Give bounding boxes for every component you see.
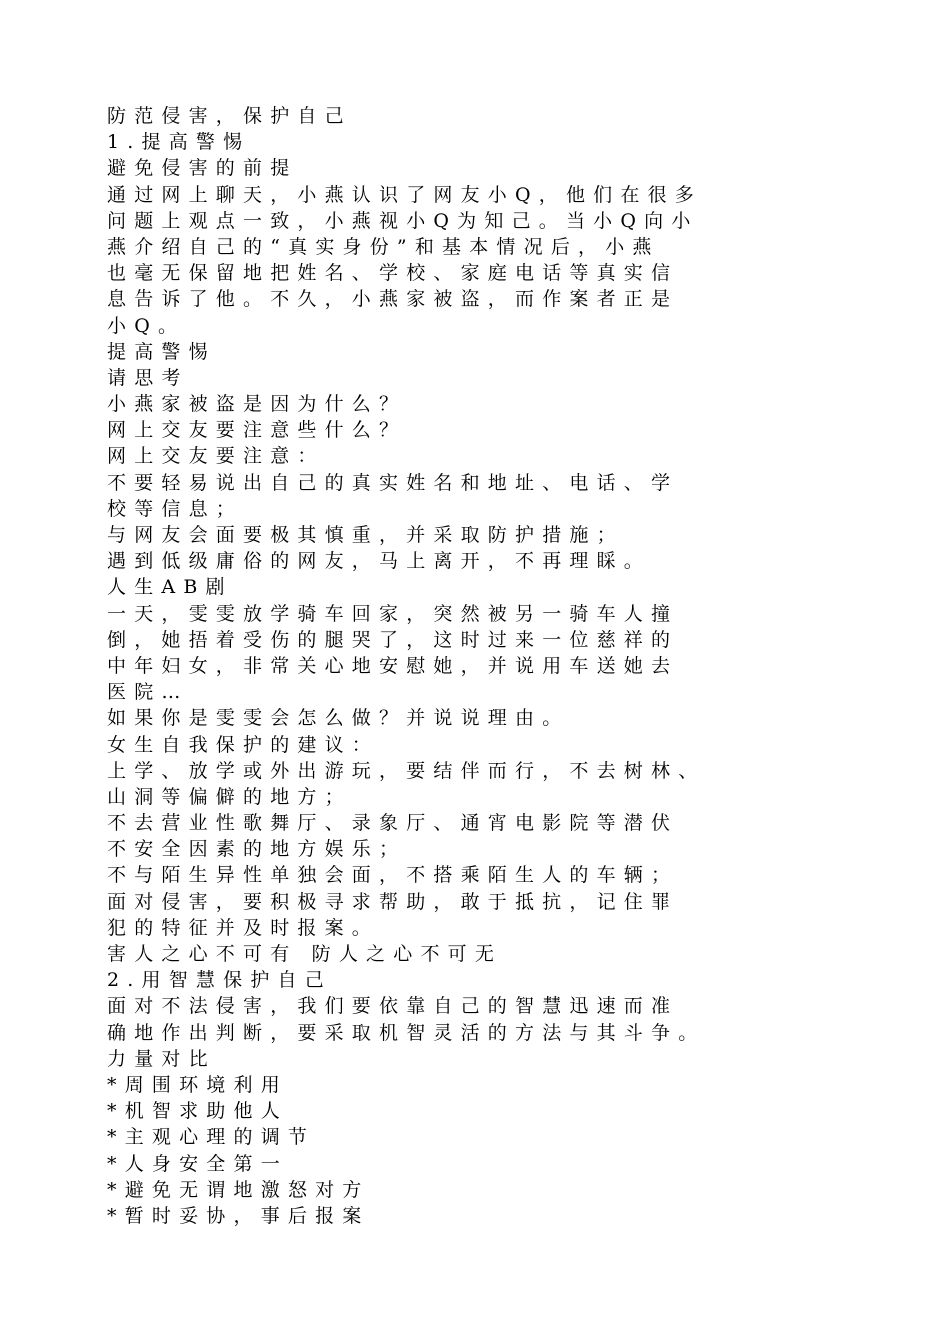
motto-line: 害人之心不可有 防人之心不可无 <box>107 943 503 965</box>
subsection-heading: 网上交友要注意： <box>107 445 325 468</box>
subsection-heading: 提高警惕 <box>107 340 216 363</box>
section-heading: 2.用智慧保护自己 <box>107 969 332 992</box>
advice-line: 不要轻易说出自己的真实姓名和地址、电话、学 <box>107 471 679 494</box>
bullet-item: *机智求助他人 <box>107 1100 288 1123</box>
section-heading: 1.提高警惕 <box>107 131 251 154</box>
question-line: 网上交友要注意些什么？ <box>107 419 407 442</box>
subsection-heading: 力量对比 <box>107 1047 216 1070</box>
subsection-heading: 女生自我保护的建议： <box>107 733 380 756</box>
body-line: 面对不法侵害，我们要依靠自己的智慧迅速而准 <box>107 995 679 1018</box>
bullet-item: *人身安全第一 <box>107 1152 288 1175</box>
question-line: 小燕家被盗是因为什么？ <box>107 393 407 416</box>
advice-line: 校等信息； <box>107 497 244 520</box>
story-line: 问题上观点一致，小燕视小Q为知己。当小Q向小 <box>107 209 699 232</box>
bullet-item: *避免无谓地激怒对方 <box>107 1178 370 1201</box>
story-line: 通过网上聊天，小燕认识了网友小Q，他们在很多 <box>107 183 702 206</box>
story-line: 医院… <box>107 681 189 704</box>
advice-line: 不与陌生异性单独会面，不搭乘陌生人的车辆； <box>107 864 679 887</box>
advice-line: 与网友会面要极其慎重，并采取防护措施； <box>107 524 624 546</box>
advice-line: 遇到低级庸俗的网友，马上离开，不再理睬。 <box>107 550 652 573</box>
story-line: 一天，雯雯放学骑车回家，突然被另一骑车人撞 <box>107 602 679 625</box>
document-body <box>107 103 907 1229</box>
advice-line: 山洞等偏僻的地方； <box>107 785 352 808</box>
story-line: 小Q。 <box>107 314 186 337</box>
advice-line: 面对侵害，要积极寻求帮助，敢于抵抗，记住罪 <box>107 890 679 913</box>
story-line: 也毫无保留地把姓名、学校、家庭电话等真实信 <box>107 262 679 285</box>
story-line: 中年妇女，非常关心地安慰她，并说用车送她去 <box>107 654 679 677</box>
advice-line: 不去营业性歌舞厅、录象厅、通宵电影院等潜伏 <box>107 812 679 835</box>
bullet-item: *周围环境利用 <box>107 1073 288 1096</box>
story-line: 燕介绍自己的“真实身份”和基本情况后，小燕 <box>107 235 660 258</box>
story-line: 息告诉了他。不久，小燕家被盗，而作案者正是 <box>107 288 679 311</box>
advice-line: 不安全因素的地方娱乐； <box>107 838 407 861</box>
body-line: 确地作出判断，要采取机智灵活的方法与其斗争。 <box>107 1021 706 1044</box>
subsection-heading: 人生AB剧 <box>107 576 233 599</box>
advice-line: 上学、放学或外出游玩，要结伴而行，不去树林、 <box>107 759 706 782</box>
subsection-heading: 请思考 <box>107 366 189 389</box>
bullet-item: *暂时妥协，事后报案 <box>107 1204 370 1227</box>
subsection-heading: 避免侵害的前提 <box>107 157 298 180</box>
question-line: 如果你是雯雯会怎么做？并说说理由。 <box>107 707 570 730</box>
bullet-item: *主观心理的调节 <box>107 1126 316 1149</box>
story-line: 倒，她捂着受伤的腿哭了，这时过来一位慈祥的 <box>107 628 679 651</box>
advice-line: 犯的特征并及时报案。 <box>107 916 380 939</box>
document-title: 防范侵害，保护自己 <box>107 105 352 127</box>
